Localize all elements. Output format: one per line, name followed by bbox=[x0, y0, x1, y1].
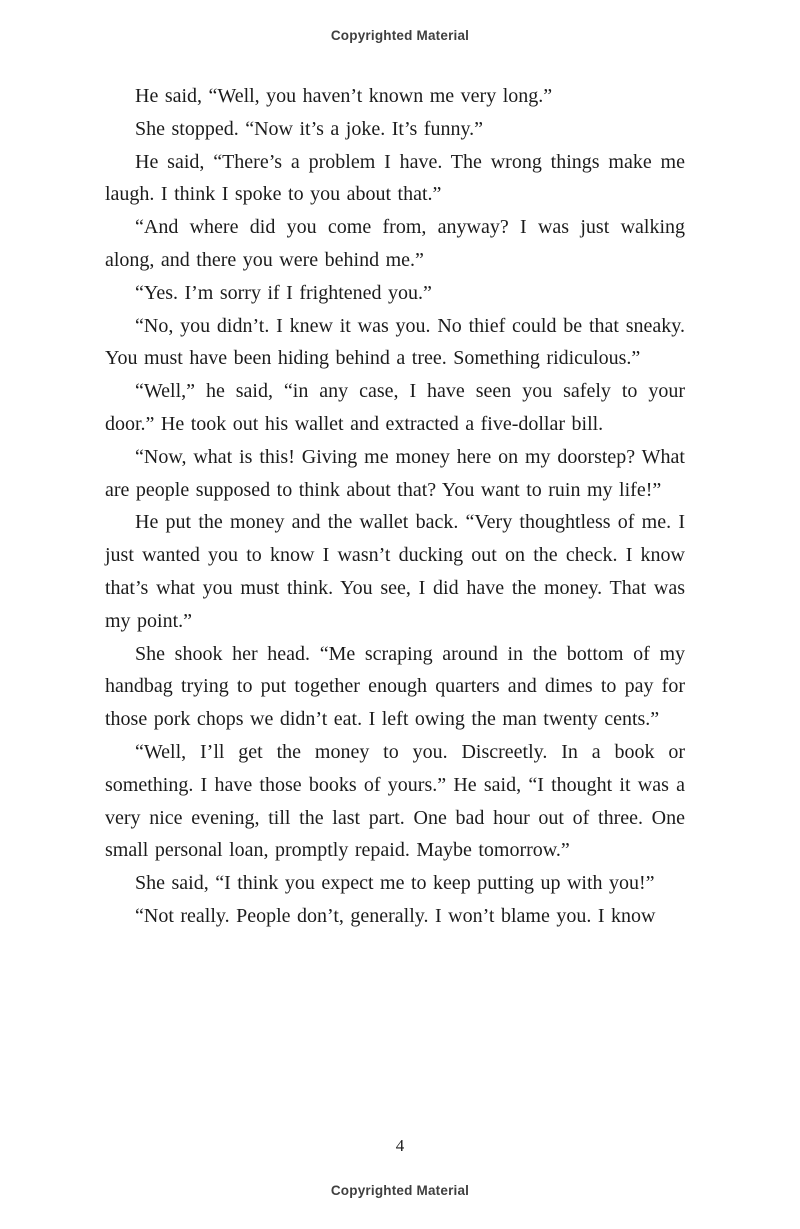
paragraph: She said, “I think you expect me to keep putting up with you!” bbox=[135, 872, 655, 895]
paragraph: He said, “There’s a problem I have. The wrong things make me laugh. I think I spoke to you about that.” bbox=[105, 150, 685, 206]
paragraph: “And where did you come from, anyway? I was just walking along, and there you were behind me.” bbox=[105, 216, 685, 271]
paragraph: “Now, what is this! Giving me money here on my doorstep? What are people supposed to think about that? You want to ruin my life!” bbox=[105, 445, 685, 501]
paragraph: “Well, I’ll get the money to you. Discreetly. In a book or something. I have those books of yours.” He said, “I thought it was a very nice evening, till the last part. One bad hour out of three. One small personal loan, promptly repaid. Maybe tomorrow.” bbox=[105, 740, 685, 862]
paragraph: He said, “Well, you haven’t known me very long.” bbox=[135, 85, 553, 107]
paragraph: “Well,” he said, “in any case, I have seen you safely to your door.” He took out his wallet and extracted a five-dollar bill. bbox=[105, 380, 685, 435]
copyright-notice-bottom: Copyrighted Material bbox=[330, 1183, 470, 1198]
paragraph: She shook her head. “Me scraping around in the bottom of my handbag trying to put together enough quarters and dimes to pay for those pork chops we didn’t eat. I left owing the man twenty cents.” bbox=[105, 642, 685, 731]
paragraph: He put the money and the wallet back. “Very thoughtless of me. I just wanted you to know I wasn’t ducking out on the check. I know that’s what you must think. You see, I did have the money. That was my point.” bbox=[105, 511, 685, 632]
copyright-notice-top: Copyrighted Material bbox=[330, 28, 470, 43]
paragraph: “No, you didn’t. I knew it was you. No thief could be that sneaky. You must have been hiding behind a tree. Something ridiculous.” bbox=[105, 314, 685, 370]
page-number: 4 bbox=[395, 1136, 405, 1155]
paragraph: She stopped. “Now it’s a joke. It’s funny.” bbox=[135, 117, 484, 140]
paragraph: “Yes. I’m sorry if I frightened you.” bbox=[135, 281, 432, 304]
paragraph: “Not really. People don’t, generally. I won’t blame you. I know bbox=[135, 904, 656, 927]
page-text-block bbox=[105, 80, 685, 933]
